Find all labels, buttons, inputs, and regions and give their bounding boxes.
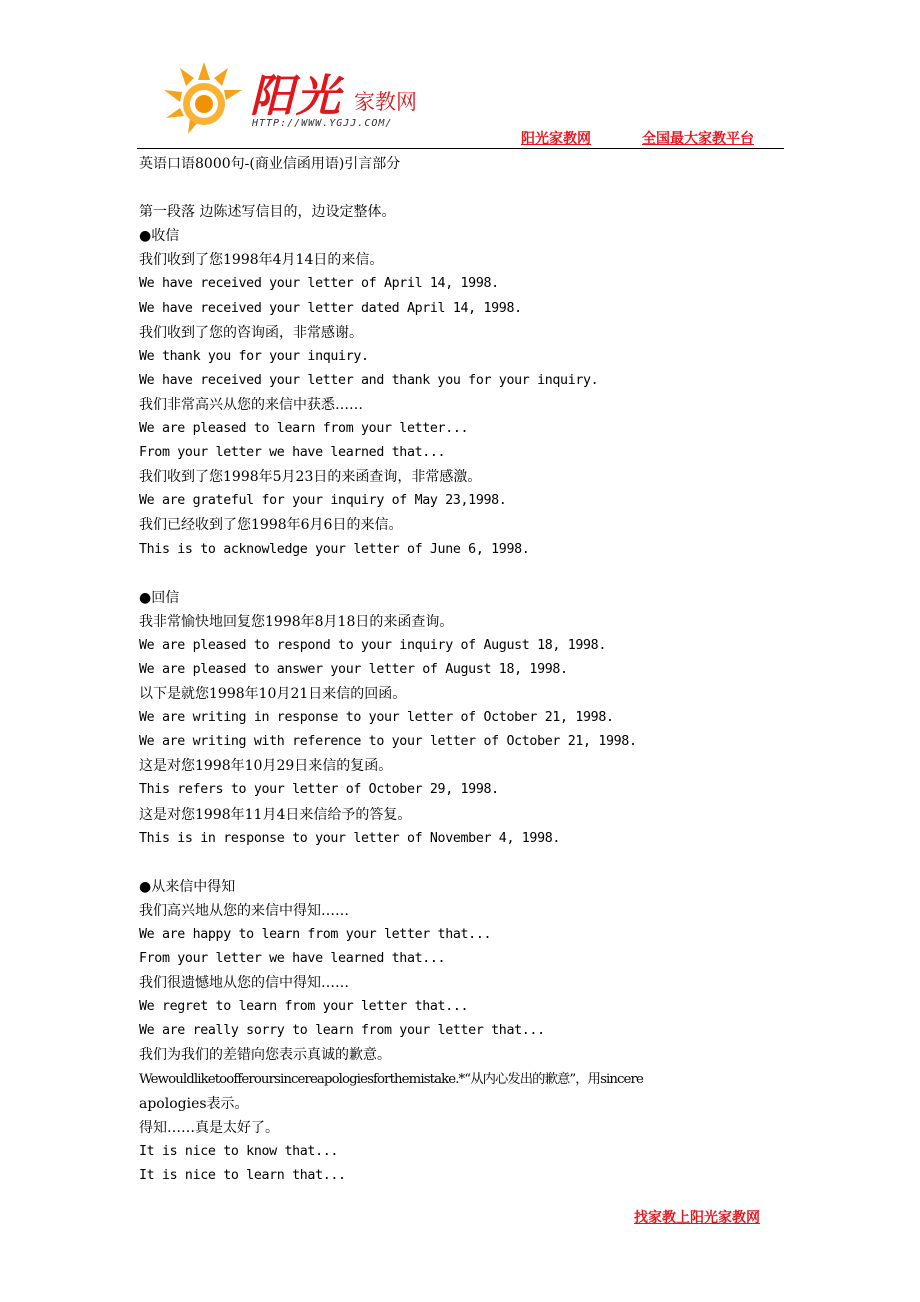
phrase-zh: 我们收到了您1998年4月14日的来信。 bbox=[139, 252, 384, 269]
logo-url: HTTP://WWW.YGJJ.COM/ bbox=[252, 118, 393, 129]
section-heading: ●回信 bbox=[139, 589, 180, 606]
header-divider bbox=[137, 148, 784, 149]
phrase-en: This is to acknowledge your letter of June 6, 1998. bbox=[139, 541, 530, 557]
spacer bbox=[139, 851, 799, 875]
slogan-link-text: 全国最大家教平台 bbox=[642, 131, 754, 147]
phrase-en: We are happy to learn from your letter that... bbox=[139, 927, 492, 942]
phrase-en: We are writing in response to your letter of October 21, 1998. bbox=[139, 710, 614, 726]
document-title: 英语口语8000句-(商业信函用语)引言部分 bbox=[139, 156, 401, 172]
spacer bbox=[139, 176, 799, 200]
phrase-en: From your letter we have learned that... bbox=[139, 951, 446, 967]
document-body bbox=[139, 152, 799, 1188]
phrase-en: We are pleased to learn from your letter... bbox=[139, 421, 469, 437]
phrase-en: We have received your letter and thank you for your inquiry. bbox=[139, 372, 599, 388]
phrase-en: This refers to your letter of October 29, 1998. bbox=[139, 782, 499, 798]
phrase-en-note: Wewouldliketoofferoursincereapologiesforthemistake.*“从内心发出的歉意”，用sincere bbox=[139, 1071, 643, 1087]
phrase-en: We are pleased to answer your letter of August 18, 1998. bbox=[139, 661, 568, 677]
footer-link[interactable]: 找家教上阳光家教网 bbox=[634, 1210, 760, 1226]
site-logo[interactable] bbox=[160, 60, 450, 140]
phrase-en: We regret to learn from your letter that... bbox=[139, 999, 469, 1015]
phrase-zh: 我们收到了您1998年5月23日的来函查询，非常感激。 bbox=[139, 469, 482, 486]
page-header bbox=[0, 0, 920, 152]
phrase-en: We are writing with reference to your letter of October 21, 1998. bbox=[139, 734, 637, 750]
phrase-zh: 这是对您1998年10月29日来信的复函。 bbox=[139, 758, 393, 775]
sun-icon bbox=[160, 60, 252, 140]
phrase-zh: 我们为我们的差错向您表示真诚的歉意。 bbox=[139, 1047, 391, 1064]
phrase-zh: 这是对您1998年11月4日来信给予的答复。 bbox=[139, 806, 412, 823]
phrase-en: It is nice to know that... bbox=[139, 1143, 339, 1159]
spacer bbox=[139, 562, 799, 586]
site-name-link[interactable] bbox=[521, 128, 591, 148]
phrase-en: We have received your letter dated April 14, 1998. bbox=[139, 300, 522, 316]
intro-paragraph: 第一段落 边陈述写信目的，边设定整体。 bbox=[139, 204, 396, 221]
logo-subtitle: 家教网 bbox=[354, 90, 417, 114]
phrase-zh: 以下是就您1998年10月21日来信的回函。 bbox=[139, 686, 407, 703]
phrase-zh: 得知……真是太好了。 bbox=[139, 1119, 279, 1136]
phrase-zh: 我们已经收到了您1998年6月6日的来信。 bbox=[139, 517, 403, 534]
phrase-en: From your letter we have learned that... bbox=[139, 445, 446, 461]
section-heading: ●从来信中得知 bbox=[139, 878, 236, 895]
phrase-zh: 我们高兴地从您的来信中得知…… bbox=[139, 902, 349, 919]
phrase-en: We are grateful for your inquiry of May 23,1998. bbox=[139, 493, 507, 509]
phrase-zh: 我们非常高兴从您的来信中获悉…… bbox=[139, 396, 363, 413]
section-heading: ●收信 bbox=[139, 228, 180, 245]
phrase-en: It is nice to learn that... bbox=[139, 1167, 346, 1183]
logo-title: 阳光 bbox=[250, 71, 342, 122]
phrase-en: We have received your letter of April 14, 1998. bbox=[139, 276, 499, 292]
phrase-note-continuation: apologies表示。 bbox=[139, 1095, 249, 1112]
phrase-zh: 我非常愉快地回复您1998年8月18日的来函查询。 bbox=[139, 613, 454, 630]
slogan-link[interactable] bbox=[642, 128, 754, 148]
phrase-en: We thank you for your inquiry. bbox=[139, 348, 369, 364]
phrase-en: We are pleased to respond to your inquiry of August 18, 1998. bbox=[139, 637, 606, 653]
site-name-link-text: 阳光家教网 bbox=[521, 131, 591, 147]
phrase-en: We are really sorry to learn from your letter that... bbox=[139, 1023, 545, 1039]
phrase-en: This is in response to your letter of November 4, 1998. bbox=[139, 830, 561, 846]
phrase-zh: 我们很遗憾地从您的信中得知…… bbox=[139, 975, 349, 992]
phrase-zh: 我们收到了您的咨询函，非常感谢。 bbox=[139, 324, 363, 341]
